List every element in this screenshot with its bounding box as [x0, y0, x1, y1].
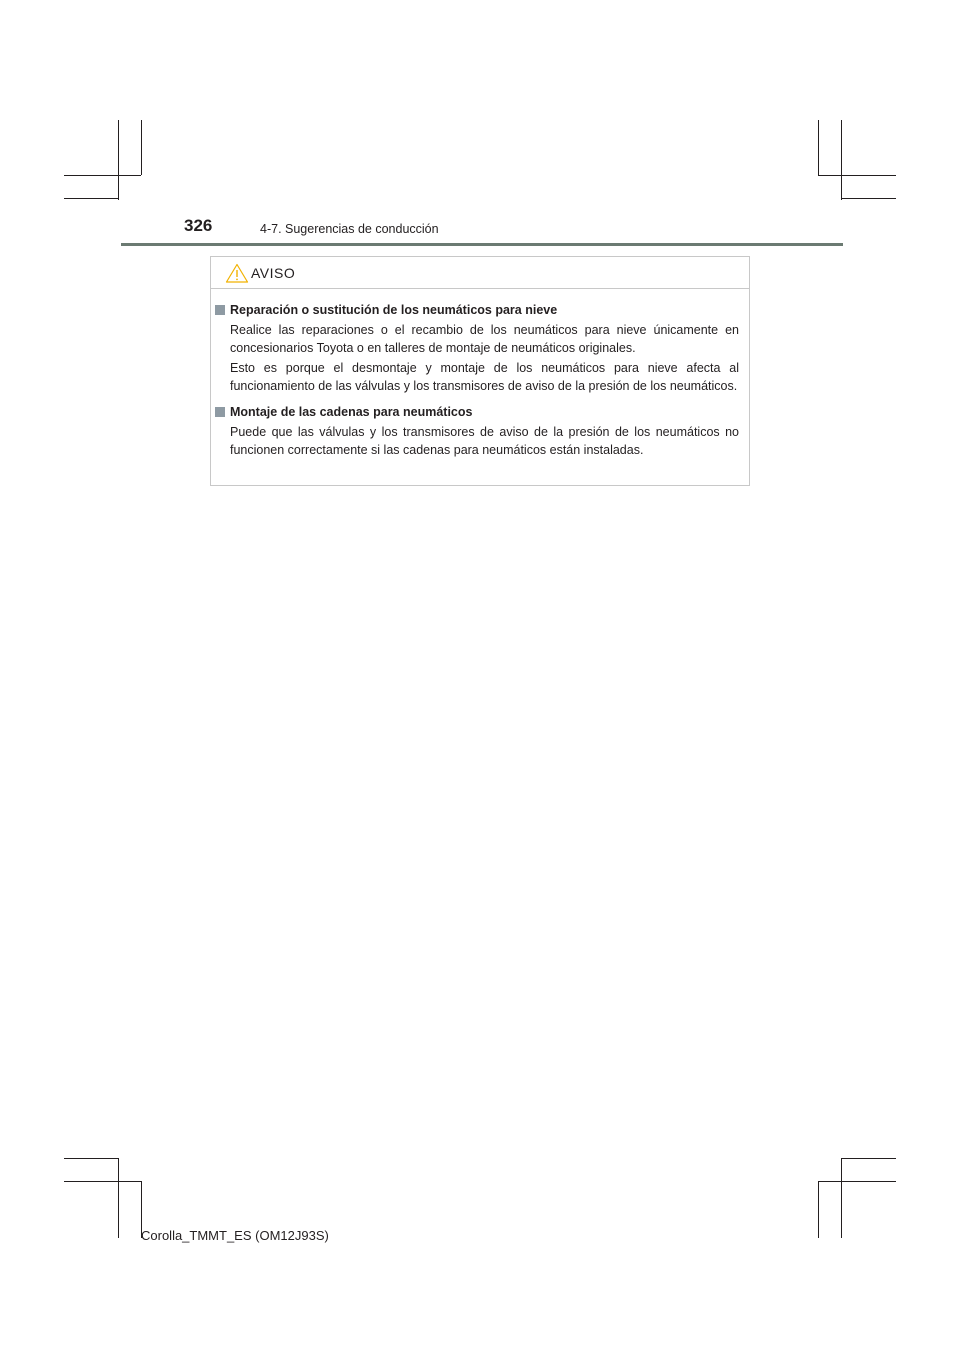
crop-mark	[818, 175, 896, 176]
crop-mark	[841, 198, 896, 199]
item-paragraph: Puede que las válvulas y los transmisores de aviso de la presión de los neumáticos no funcionen correctamente si las cadenas para neumáticos están instaladas.	[230, 425, 739, 457]
crop-mark	[118, 1158, 119, 1238]
page-number: 326	[184, 216, 213, 235]
notice-title: AVISO	[251, 264, 296, 281]
notice-item	[215, 301, 739, 395]
item-text	[215, 423, 739, 459]
crop-mark	[818, 1181, 819, 1238]
item-paragraph: Realice las reparaciones o el recambio de los neumáticos para nieve únicamente en concesionarios Toyota o en talleres de montaje de neumáticos originales.	[230, 323, 739, 355]
notice-header	[211, 257, 749, 289]
item-text	[215, 321, 739, 395]
crop-mark	[818, 120, 819, 175]
notice-item	[215, 403, 739, 459]
section-title: 4-7. Sugerencias de conducción	[260, 222, 439, 236]
crop-mark	[64, 198, 119, 199]
square-bullet-icon	[215, 407, 225, 417]
crop-mark	[64, 1181, 141, 1182]
item-heading-text: Reparación o sustitución de los neumáticos para nieve	[230, 303, 558, 317]
crop-mark	[841, 1158, 896, 1159]
crop-mark	[64, 1158, 119, 1159]
item-heading	[215, 301, 739, 319]
crop-mark	[141, 120, 142, 175]
crop-mark	[818, 1181, 896, 1182]
item-heading	[215, 403, 739, 421]
crop-mark	[841, 1158, 842, 1238]
header-rule	[121, 243, 843, 246]
crop-mark	[64, 175, 141, 176]
crop-mark	[841, 120, 842, 200]
square-bullet-icon	[215, 305, 225, 315]
item-heading-text: Montaje de las cadenas para neumáticos	[230, 405, 473, 419]
crop-mark	[118, 120, 119, 200]
notice-body	[211, 289, 749, 459]
warning-triangle-icon	[225, 263, 249, 283]
document-id: Corolla_TMMT_ES (OM12J93S)	[141, 1228, 329, 1243]
warning-notice-box	[210, 256, 750, 486]
item-paragraph: Esto es porque el desmontaje y montaje de los neumáticos para nieve afecta al funcionamiento de las válvulas y los transmisores de aviso de la presión de los neumáticos.	[230, 361, 739, 393]
